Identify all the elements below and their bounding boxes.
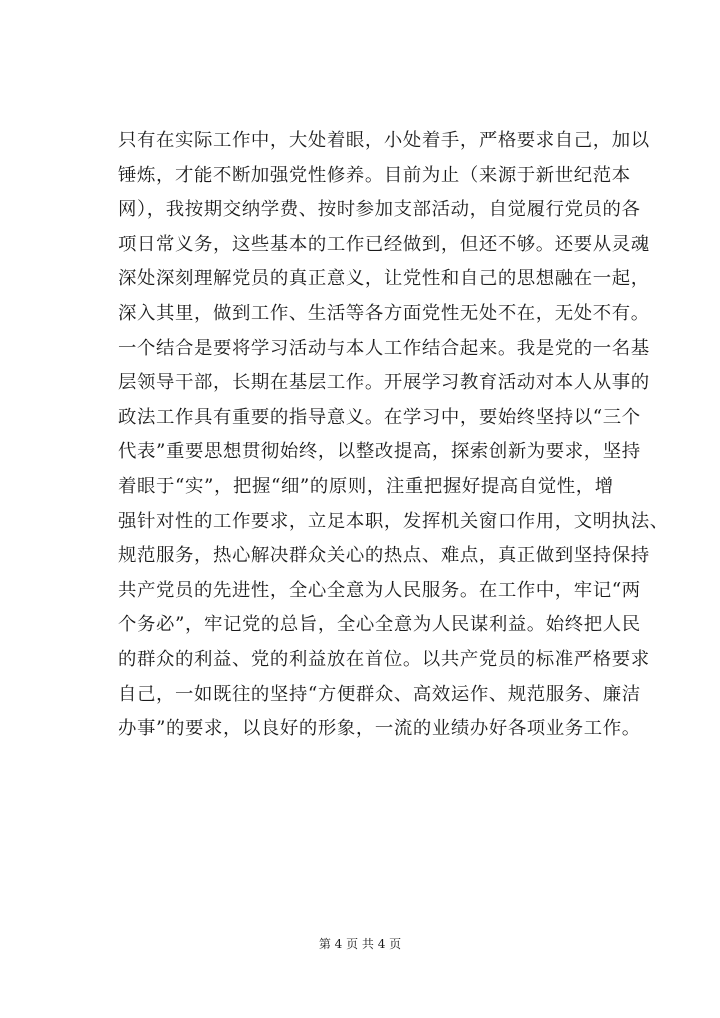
text-line: 代表”重要思想贯彻始终，以整改提高，探索创新为要求，坚持 bbox=[118, 441, 641, 463]
text-line: 的群众的利益、党的利益放在首位。以共产党员的标准严格要求 bbox=[118, 648, 650, 670]
text-line: 着眼于“实”，把握“细”的原则，注重把握好提高自觉性，增 bbox=[118, 475, 614, 497]
text-line: 网），我按期交纳学费、按时参加支部活动，自觉履行党员的各 bbox=[118, 199, 641, 221]
text-line: 锤炼，才能不断加强党性修养。目前为止（来源于新世纪范本 bbox=[118, 164, 631, 186]
text-line: 一个结合是要将学习活动与本人工作结合起来。我是党的一名基 bbox=[118, 337, 650, 359]
text-line: 个务必”，牢记党的总旨，全心全意为人民谋利益。始终把人民 bbox=[118, 614, 641, 636]
page-number-footer: 第 4 页 共 4 页 bbox=[318, 937, 402, 951]
text-line: 深处深刻理解党员的真正意义，让党性和自己的思想融在一起， bbox=[118, 268, 650, 290]
text-line: 项日常义务，这些基本的工作已经做到，但还不够。还要从灵魂 bbox=[118, 233, 650, 255]
text-line: 只有在实际工作中，大处着眼，小处着手，严格要求自己，加以 bbox=[118, 130, 650, 151]
text-line: 政法工作具有重要的指导意义。在学习中，要始终坚持以“三个 bbox=[118, 406, 641, 428]
text-line: 强针对性的工作要求，立足本职，发挥机关窗口作用，文明执法、 bbox=[118, 510, 669, 532]
text-line: 规范服务，热心解决群众关心的热点、难点，真正做到坚持保持 bbox=[118, 545, 650, 567]
text-line: 办事”的要求，以良好的形象，一流的业绩办好各项业务工作。 bbox=[118, 718, 641, 740]
text-line: 层领导干部，长期在基层工作。开展学习教育活动对本人从事的 bbox=[118, 372, 650, 394]
text-line: 自己，一如既往的坚持“方便群众、高效运作、规范服务、廉洁 bbox=[118, 683, 641, 705]
text-line: 深入其里，做到工作、生活等各方面党性无处不在，无处不有。 bbox=[118, 302, 650, 324]
body-paragraph bbox=[118, 124, 669, 747]
text-line: 共产党员的先进性，全心全意为人民服务。在工作中，牢记“两 bbox=[118, 579, 641, 601]
